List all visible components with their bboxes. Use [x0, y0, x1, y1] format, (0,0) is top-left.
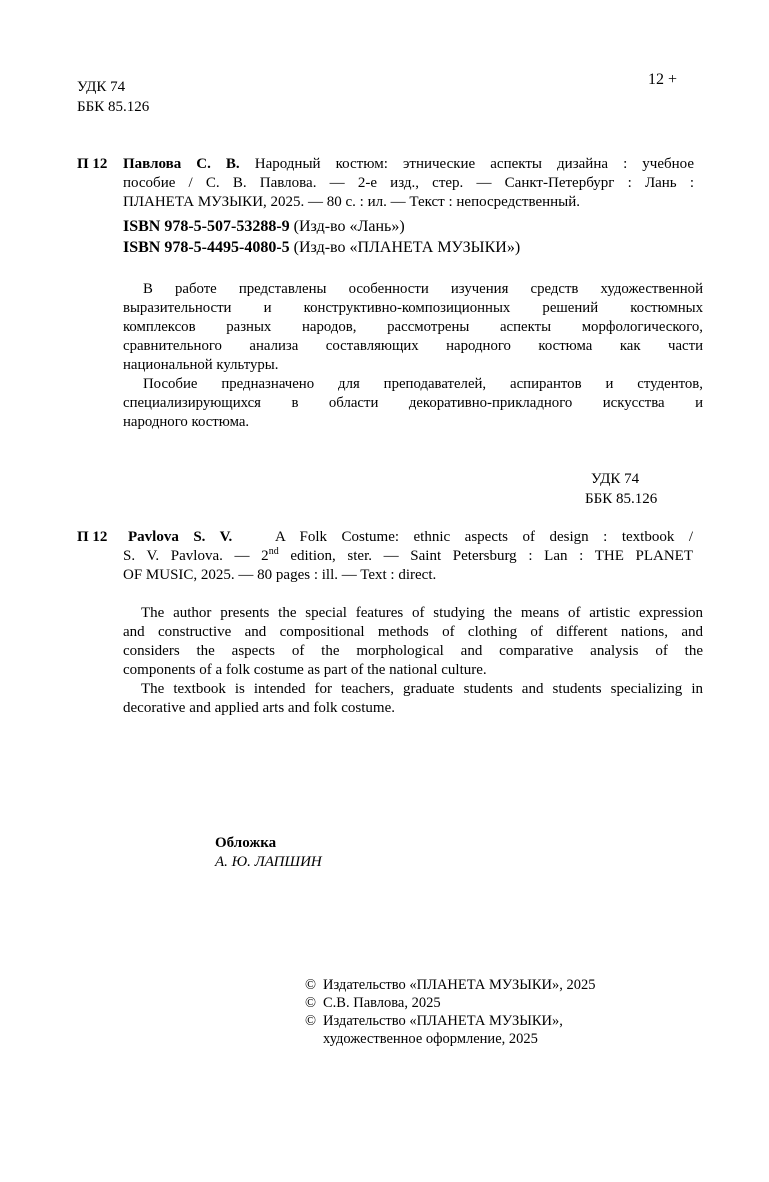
ru-annotation-line: национальной культуры. — [123, 357, 279, 373]
ru-entry-author: Павлова С. В. — [123, 156, 240, 172]
ru-entry-body — [123, 155, 694, 212]
ru-entry-line-1: Павлова С. В. Народный костюм: этнические аспекты дизайна : учебное — [123, 156, 694, 172]
copyright-line: © С.В. Павлова, 2025 — [305, 995, 441, 1011]
ru-entry-code: П 12 — [77, 156, 108, 172]
en-entry-line-2: S. V. Pavlova. — 2nd edition, ster. — Saint Petersburg : Lan : THE PLANET — [123, 546, 694, 564]
copyright-block — [305, 976, 596, 1048]
ru-isbn-1: ISBN 978-5-507-53288-9 (Изд-во «Лань») — [123, 218, 405, 235]
en-entry-body — [123, 528, 694, 585]
ru-annotation — [123, 280, 703, 432]
en-bbk-code: ББК 85.126 — [585, 491, 658, 507]
en-annotation-line: and constructive and compositional methods of clothing of different nations, and — [123, 624, 703, 640]
ru-entry-line-2: пособие / С. В. Павлова. — 2-е изд., стер. — Санкт-Петербург : Лань : — [123, 175, 694, 191]
en-annotation-line: components of a folk costume as part of the national culture. — [123, 662, 487, 678]
copyright-line: © Издательство «ПЛАНЕТА МУЗЫКИ», 2025 — [305, 977, 596, 993]
en-annotation-line: considers the aspects of the morphological and comparative analysis of the — [123, 643, 703, 659]
ru-isbn-2: ISBN 978-5-4495-4080-5 (Изд-во «ПЛАНЕТА МУЗЫКИ») — [123, 239, 521, 256]
cover-artist: А. Ю. ЛАПШИН — [215, 854, 322, 870]
ru-annotation-line: специализирующихся в области декоративно-прикладного искусства и — [123, 395, 703, 411]
ru-annotation-line: комплексов разных народов, рассмотрены аспекты морфологического, — [123, 319, 703, 335]
ru-annotation-line: выразительности и конструктивно-композиционных решений костюмных — [123, 300, 703, 316]
en-entry-author: Pavlova S. V. — [128, 529, 233, 545]
en-annotation — [123, 604, 703, 718]
en-annotation-line: decorative and applied arts and folk costume. — [123, 700, 395, 716]
copyright-icon: © — [305, 1013, 317, 1029]
en-entry-line-1: Pavlova S. V. A Folk Costume: ethnic aspects of design : textbook / — [128, 529, 693, 545]
copyright-line: © Издательство «ПЛАНЕТА МУЗЫКИ», — [305, 1013, 563, 1029]
cover-label: Обложка — [215, 835, 277, 851]
copyright-icon: © — [305, 995, 317, 1011]
udk-code: УДК 74 — [77, 79, 126, 95]
age-rating: 12 + — [648, 71, 678, 88]
bbk-code: ББК 85.126 — [77, 99, 150, 115]
copyright-icon: © — [305, 977, 317, 993]
en-entry-code: П 12 — [77, 529, 108, 545]
ru-annotation-line: сравнительного анализа составляющих народного костюма как части — [123, 338, 703, 354]
en-entry-line-3: OF MUSIC, 2025. — 80 pages : ill. — Text : direct. — [123, 567, 437, 583]
en-annotation-line: The textbook is intended for teachers, graduate students and students specializing in — [141, 681, 703, 697]
en-udk-code: УДК 74 — [591, 471, 640, 487]
ru-entry-line-3: ПЛАНЕТА МУЗЫКИ, 2025. — 80 с. : ил. — Текст : непосредственный. — [123, 194, 581, 210]
en-annotation-line: The author presents the special features of studying the means of artistic expression — [141, 605, 703, 621]
ru-annotation-line: Пособие предназначено для преподавателей, аспирантов и студентов, — [143, 376, 703, 392]
ru-annotation-line: В работе представлены особенности изучения средств художественной — [143, 281, 703, 297]
copyright-line: художественное оформление, 2025 — [323, 1031, 538, 1047]
ru-annotation-line: народного костюма. — [123, 414, 250, 430]
